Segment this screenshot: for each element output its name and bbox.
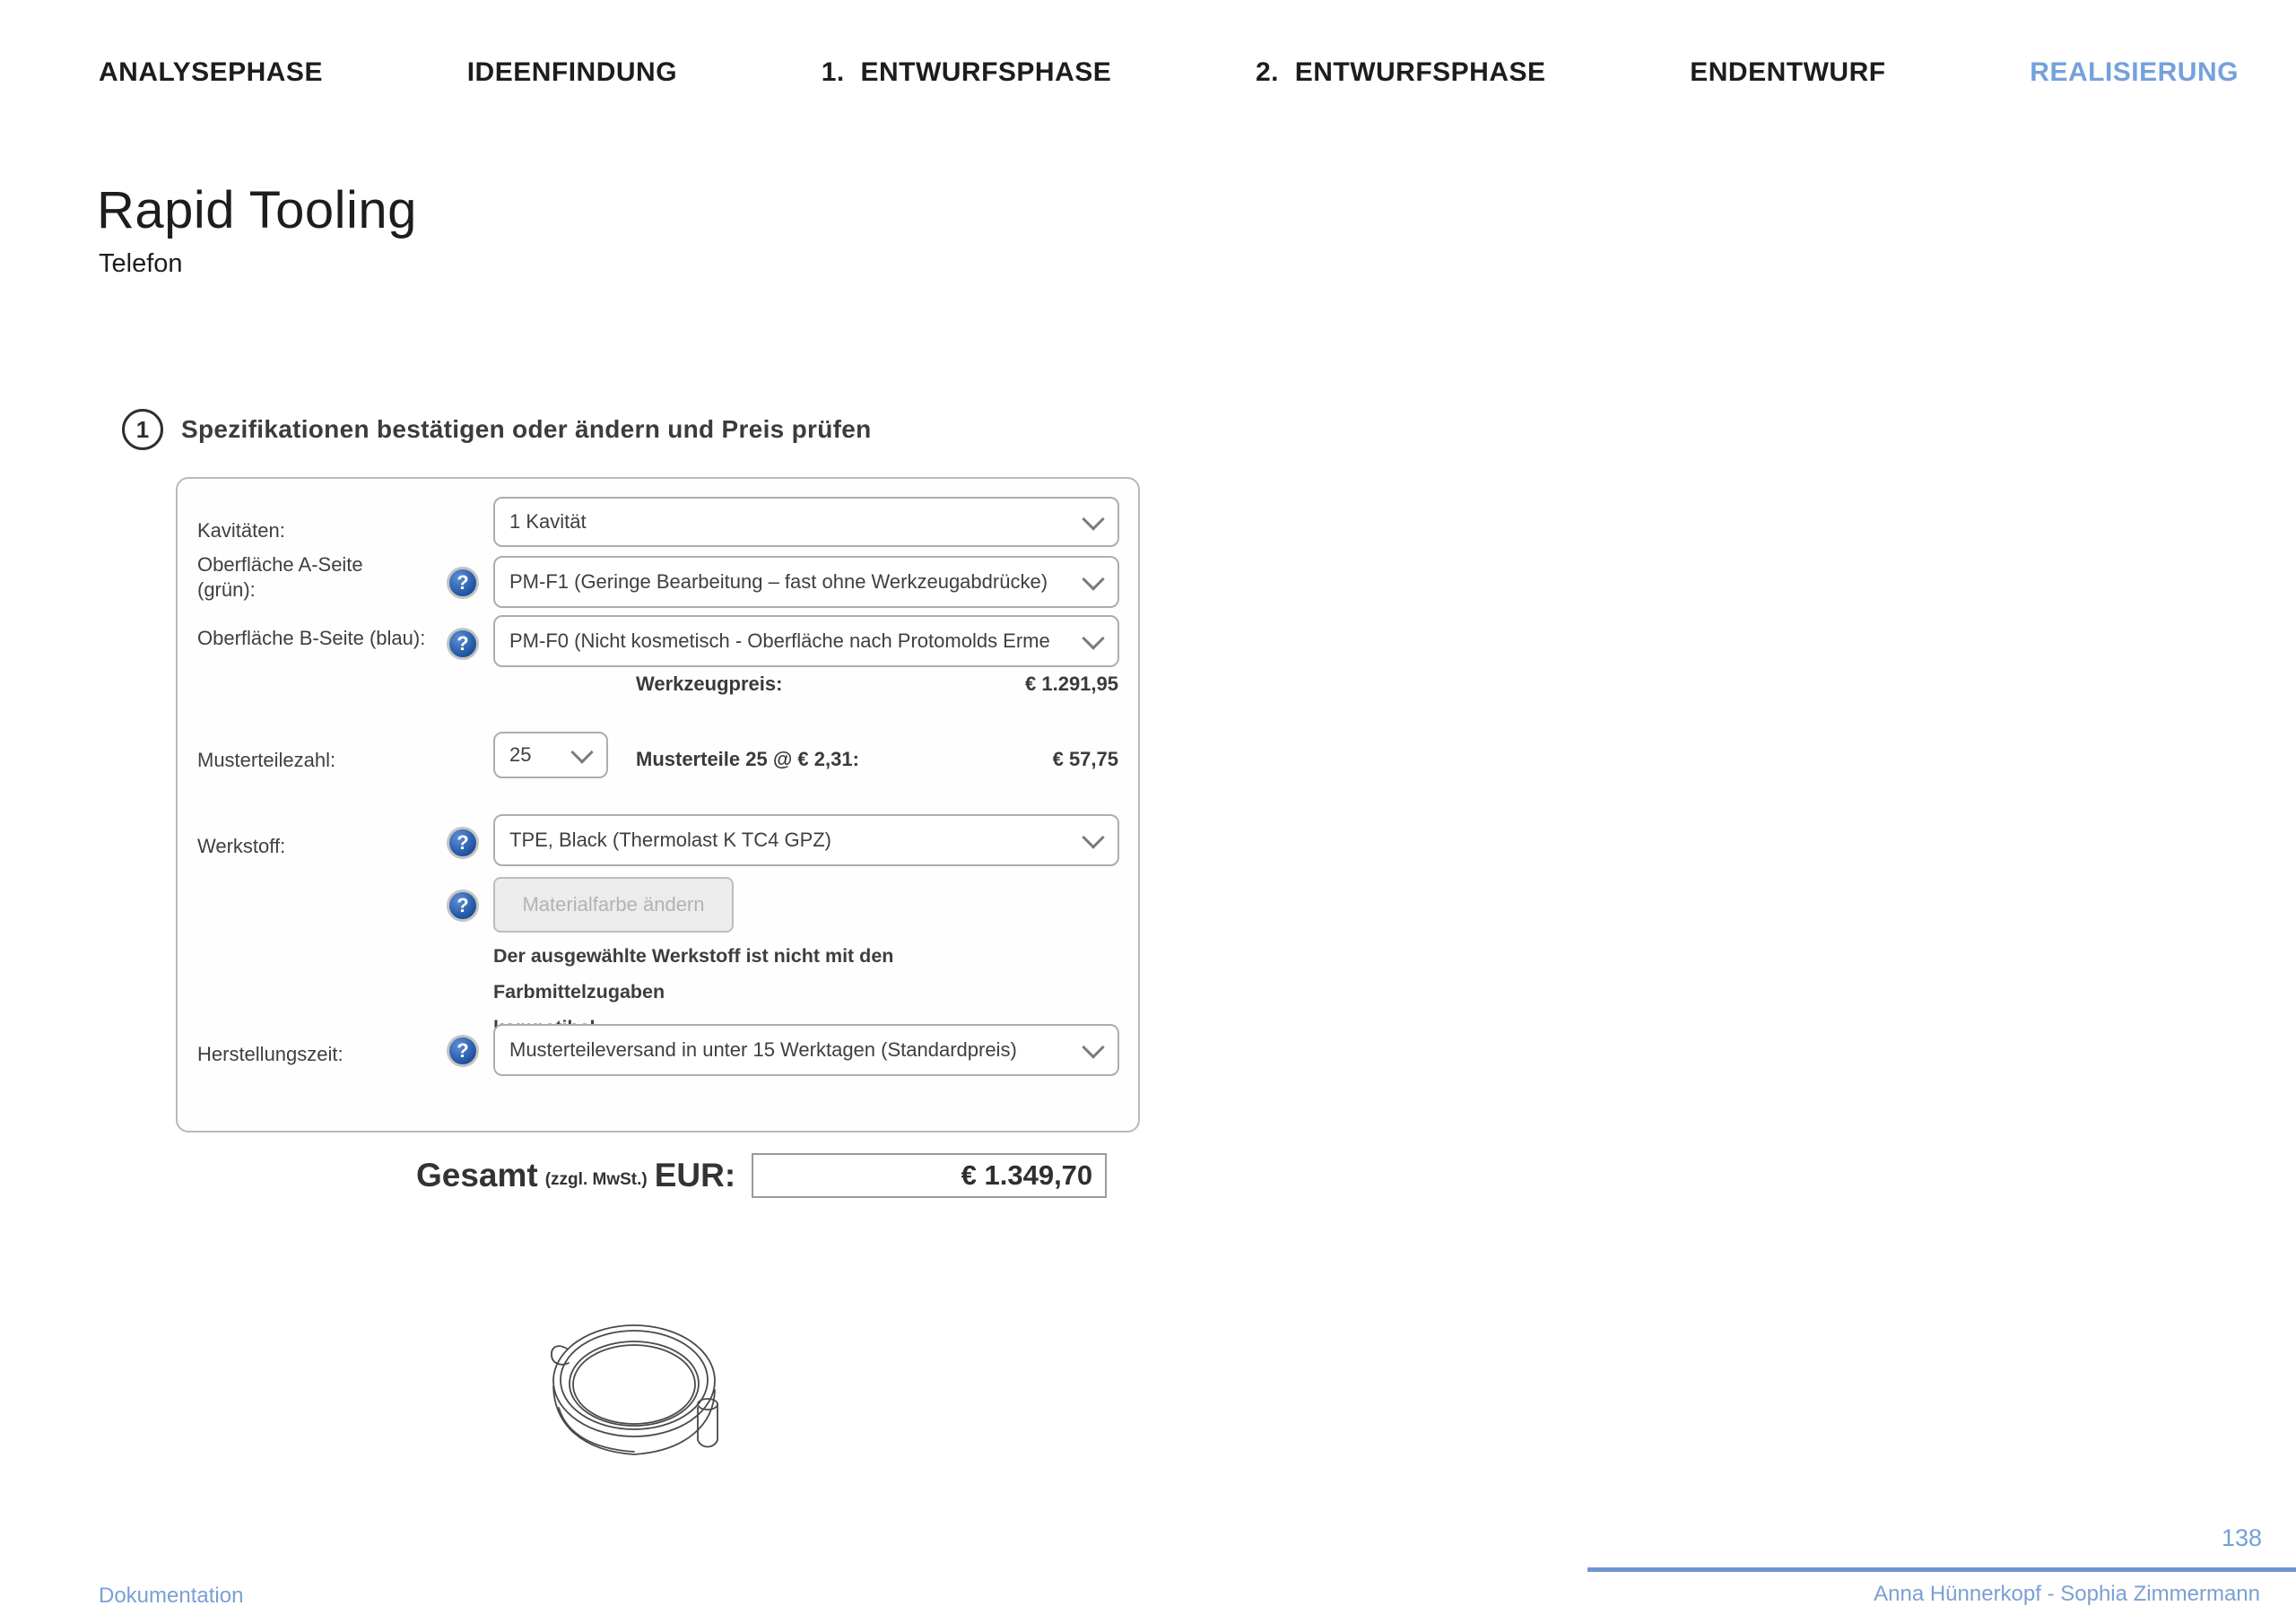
total-vat-note: (zzgl. MwSt.) <box>544 1170 648 1189</box>
configurator-panel <box>176 477 1140 1133</box>
chevron-down-icon <box>570 741 593 763</box>
chevron-down-icon <box>1082 826 1104 848</box>
oberflaeche-a-value: PM-F1 (Geringe Bearbeitung – fast ohne Werkzeugabdrücke) <box>509 570 1048 593</box>
footer-doc-link[interactable]: Dokumentation <box>99 1584 244 1608</box>
footer-authors: Anna Hünnerkopf - Sophia Zimmermann <box>1874 1582 2260 1606</box>
musterteilezahl-label: Musterteilezahl: <box>197 749 336 771</box>
herstellungszeit-value: Musterteileversand in unter 15 Werktagen (Standardpreis) <box>509 1038 1017 1061</box>
footer-divider-line <box>1587 1567 2296 1572</box>
werkstoff-compatibility-note: Der ausgewählte Werkstoff ist nicht mit den Farbmittelzugaben <box>493 945 894 1002</box>
herstellungszeit-label: Herstellungszeit: <box>197 1043 344 1065</box>
step-number-badge: 1 <box>122 409 163 450</box>
musterteile-calc-value: € 57,75 <box>1052 748 1118 770</box>
oberflaeche-b-value: PM-F0 (Nicht kosmetisch - Oberfläche nach Protomolds Erme <box>509 629 1050 652</box>
musterteile-calc-label: Musterteile 25 @ € 2,31: <box>636 748 859 770</box>
chevron-down-icon <box>1082 1036 1104 1058</box>
page-number: 138 <box>2221 1524 2262 1551</box>
help-icon[interactable]: ? <box>447 567 479 599</box>
step-heading-text: Spezifikationen bestätigen oder ändern und Preis prüfen <box>181 415 872 443</box>
total-value-field: € 1.349,70 <box>752 1153 1107 1198</box>
total-row <box>416 1153 1107 1198</box>
oberflaeche-b-label: Oberfläche B-Seite (blau): <box>197 627 426 649</box>
werkzeugpreis-value: € 1.291,95 <box>1025 673 1118 695</box>
kavitaeten-label: Kavitäten: <box>197 519 285 542</box>
chevron-down-icon <box>1082 627 1104 649</box>
chevron-down-icon <box>1082 568 1104 590</box>
nav-item-entwurfsphase-2[interactable]: 2. ENTWURFSPHASE <box>1256 57 1546 87</box>
nav-item-entwurfsphase-1[interactable]: 1. ENTWURFSPHASE <box>821 57 1112 87</box>
help-icon[interactable]: ? <box>447 628 479 660</box>
nav-item-analysephase[interactable]: ANALYSEPHASE <box>99 57 323 87</box>
oberflaeche-a-select[interactable] <box>493 556 1119 608</box>
part-drawing <box>547 1315 726 1467</box>
help-icon[interactable]: ? <box>447 1035 479 1067</box>
werkstoff-value: TPE, Black (Thermolast K TC4 GPZ) <box>509 829 832 851</box>
werkstoff-select[interactable] <box>493 814 1119 866</box>
nav-item-endentwurf[interactable]: ENDENTWURF <box>1690 57 1886 87</box>
total-currency-label: EUR: <box>654 1157 736 1193</box>
musterteilezahl-select[interactable] <box>493 732 608 778</box>
chevron-down-icon <box>1082 508 1104 530</box>
help-icon[interactable]: ? <box>447 890 479 922</box>
kavitaeten-value: 1 Kavität <box>509 510 587 533</box>
chapter-nav <box>99 57 2239 88</box>
page-title: Rapid Tooling <box>97 180 417 239</box>
step-heading <box>122 409 872 450</box>
help-icon[interactable]: ? <box>447 827 479 859</box>
oberflaeche-a-label: Oberfläche A-Seite (grün): <box>197 553 363 601</box>
oberflaeche-b-select[interactable] <box>493 615 1119 667</box>
kavitaeten-select[interactable] <box>493 497 1119 547</box>
herstellungszeit-select[interactable] <box>493 1024 1119 1076</box>
materialfarbe-aendern-button[interactable]: Materialfarbe ändern <box>493 877 734 933</box>
musterteilezahl-value: 25 <box>509 743 532 766</box>
page-subtitle: Telefon <box>99 249 183 278</box>
werkstoff-label: Werkstoff: <box>197 835 286 857</box>
nav-item-ideenfindung[interactable]: IDEENFINDUNG <box>466 57 678 87</box>
werkzeugpreis-label: Werkzeugpreis: <box>636 673 783 695</box>
total-label: Gesamt <box>416 1157 538 1193</box>
nav-item-realisierung-active[interactable]: REALISIERUNG <box>2030 57 2239 87</box>
